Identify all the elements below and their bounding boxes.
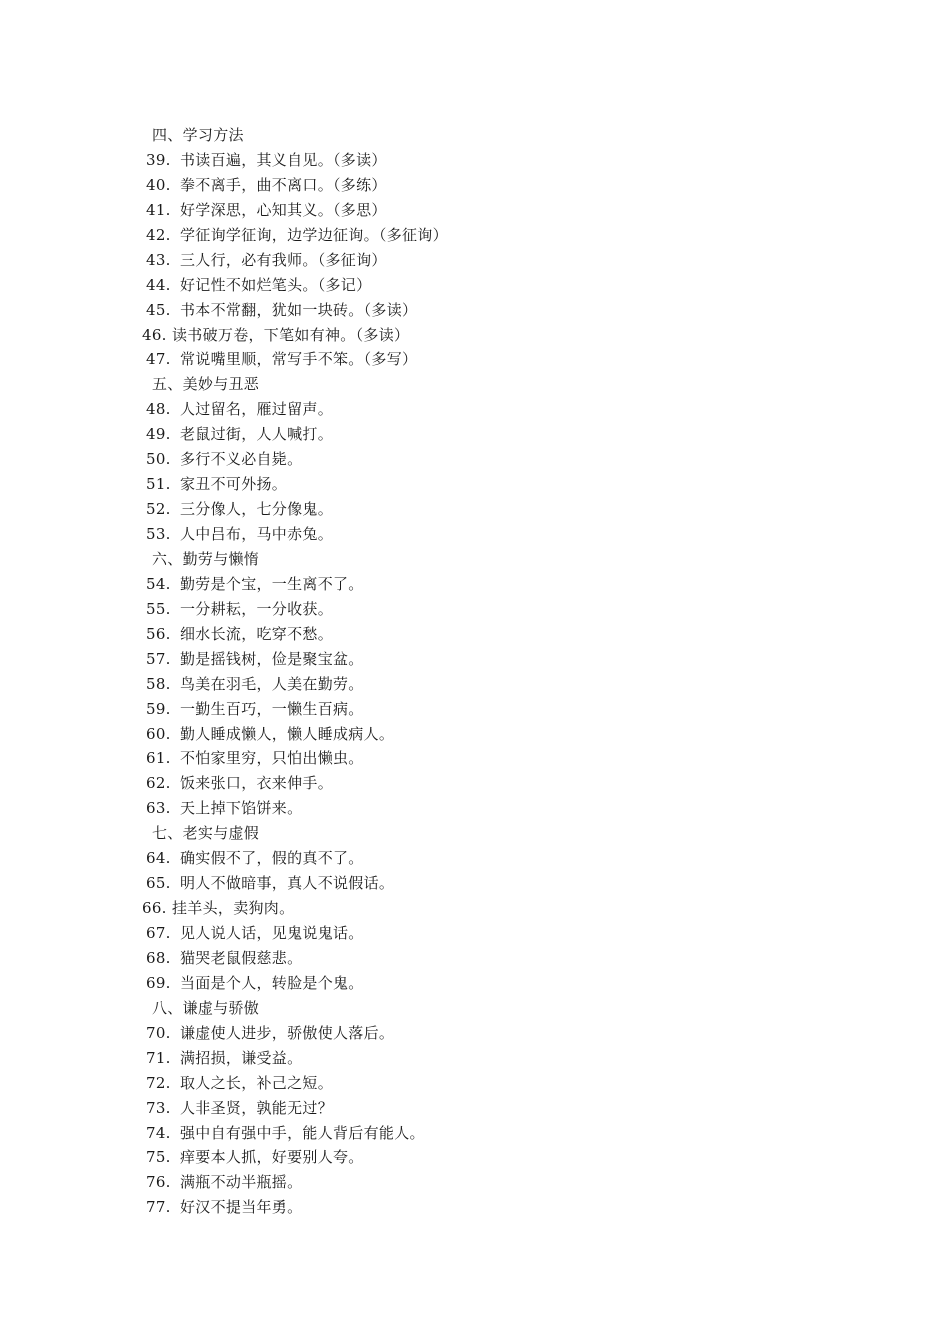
item-text: 拳不离手，曲不离口。（多练） xyxy=(180,175,387,194)
item-number: 50. xyxy=(146,450,171,469)
item-number: 41. xyxy=(146,200,171,219)
list-item xyxy=(146,497,846,522)
item-number: 62. xyxy=(146,774,171,793)
item-text: 老鼠过街，人人喊打。 xyxy=(180,425,334,444)
item-text: 好汉不提当年勇。 xyxy=(180,1198,303,1217)
proverb-list xyxy=(142,123,846,1220)
section-heading: 四、学习方法 xyxy=(152,126,244,144)
list-item xyxy=(146,971,846,996)
item-text: 确实假不了，假的真不了。 xyxy=(180,849,364,868)
list-item xyxy=(146,672,846,697)
item-text: 细水长流，吃穿不愁。 xyxy=(180,624,334,643)
item-number: 58. xyxy=(146,674,171,693)
item-number: 47. xyxy=(146,350,171,369)
list-item xyxy=(146,422,846,447)
list-item xyxy=(146,722,846,747)
item-number: 64. xyxy=(146,849,171,868)
item-number: 44. xyxy=(146,275,171,294)
item-text: 勤劳是个宝，一生离不了。 xyxy=(180,574,364,593)
list-item xyxy=(146,597,846,622)
list-item xyxy=(146,397,846,422)
list-item xyxy=(146,647,846,672)
list-item xyxy=(146,198,846,223)
item-text: 天上掉下馅饼来。 xyxy=(180,799,303,818)
section-heading: 六、勤劳与懒惰 xyxy=(152,549,260,568)
list-item xyxy=(146,1170,846,1195)
list-item xyxy=(146,447,846,472)
item-number: 70. xyxy=(146,1023,171,1042)
item-text: 三分像人，七分像鬼。 xyxy=(180,500,334,519)
list-item xyxy=(146,298,846,323)
section-heading: 八、谦虚与骄傲 xyxy=(152,998,260,1017)
item-text: 书本不常翻，犹如一块砖。（多读） xyxy=(180,300,418,319)
item-text: 多行不义必自毙。 xyxy=(180,450,303,469)
section-heading: 七、老实与虚假 xyxy=(152,824,260,843)
item-number: 42. xyxy=(146,225,171,244)
list-item xyxy=(146,771,846,796)
item-number: 60. xyxy=(146,724,171,743)
item-text: 当面是个人，转脸是个鬼。 xyxy=(180,973,364,992)
item-text: 满瓶不动半瓶摇。 xyxy=(180,1173,303,1192)
list-item xyxy=(142,896,846,921)
list-item xyxy=(146,1195,846,1220)
list-item xyxy=(146,173,846,198)
item-number: 57. xyxy=(146,649,171,668)
list-item xyxy=(146,846,846,871)
item-number: 40. xyxy=(146,175,171,194)
list-item xyxy=(146,946,846,971)
item-number: 73. xyxy=(146,1098,171,1117)
item-number: 54. xyxy=(146,574,171,593)
list-item xyxy=(146,223,846,248)
item-number: 53. xyxy=(146,525,171,543)
item-text: 痒要本人抓，好要别人夸。 xyxy=(180,1148,364,1167)
list-item xyxy=(146,248,846,273)
item-text: 鸟美在羽毛，人美在勤劳。 xyxy=(180,674,364,693)
list-item xyxy=(146,1021,846,1046)
item-text: 取人之长，补己之短。 xyxy=(180,1073,334,1092)
item-text: 读书破万卷，下笔如有神。（多读） xyxy=(172,325,410,344)
item-number: 46. xyxy=(142,325,167,344)
list-item xyxy=(146,796,846,821)
item-number: 68. xyxy=(146,948,171,967)
item-number: 43. xyxy=(146,250,171,269)
section-heading: 五、美妙与丑恶 xyxy=(152,375,260,394)
list-item xyxy=(146,746,846,771)
list-item xyxy=(146,1145,846,1170)
list-item xyxy=(146,148,846,173)
item-number: 63. xyxy=(146,799,171,818)
list-item xyxy=(146,273,846,298)
item-text: 饭来张口，衣来伸手。 xyxy=(180,774,334,793)
item-text: 人非圣贤，孰能无过？ xyxy=(180,1098,334,1117)
item-number: 76. xyxy=(146,1173,171,1192)
item-text: 见人说人话，见鬼说鬼话。 xyxy=(180,924,364,942)
list-item xyxy=(146,347,846,372)
item-text: 三人行，必有我师。（多征询） xyxy=(180,250,387,269)
item-number: 75. xyxy=(146,1148,171,1167)
item-text: 挂羊头，卖狗肉。 xyxy=(172,899,295,918)
list-item xyxy=(146,697,846,722)
item-text: 猫哭老鼠假慈悲。 xyxy=(180,948,303,967)
item-number: 55. xyxy=(146,599,171,618)
item-number: 56. xyxy=(146,624,171,643)
item-text: 谦虚使人进步，骄傲使人落后。 xyxy=(180,1023,395,1042)
item-number: 61. xyxy=(146,749,171,768)
item-number: 77. xyxy=(146,1198,171,1217)
item-text: 常说嘴里顺，常写手不笨。（多写） xyxy=(180,350,418,369)
list-item xyxy=(146,871,846,896)
item-text: 人中吕布，马中赤兔。 xyxy=(180,525,334,543)
item-number: 71. xyxy=(146,1048,171,1067)
list-item xyxy=(146,572,846,597)
list-item xyxy=(146,1121,846,1146)
item-text: 勤是摇钱树，俭是聚宝盆。 xyxy=(180,649,364,668)
item-number: 39. xyxy=(146,150,171,169)
list-item xyxy=(146,1046,846,1071)
item-number: 67. xyxy=(146,924,171,942)
item-text: 满招损，谦受益。 xyxy=(180,1048,303,1067)
item-number: 66. xyxy=(142,899,167,918)
list-item xyxy=(146,921,846,946)
item-text: 家丑不可外扬。 xyxy=(180,475,288,494)
list-item xyxy=(146,1071,846,1096)
item-text: 明人不做暗事，真人不说假话。 xyxy=(180,874,395,893)
item-text: 不怕家里穷，只怕出懒虫。 xyxy=(180,749,364,768)
item-text: 书读百遍，其义自见。（多读） xyxy=(180,150,387,169)
item-number: 51. xyxy=(146,475,171,494)
item-number: 69. xyxy=(146,973,171,992)
list-item xyxy=(146,1096,846,1121)
item-text: 人过留名，雁过留声。 xyxy=(180,400,334,419)
item-number: 59. xyxy=(146,699,171,718)
item-number: 74. xyxy=(146,1123,171,1142)
item-number: 49. xyxy=(146,425,171,444)
item-number: 72. xyxy=(146,1073,171,1092)
list-item xyxy=(142,323,846,348)
list-item xyxy=(146,472,846,497)
list-item xyxy=(146,522,846,547)
item-number: 45. xyxy=(146,300,171,319)
item-text: 学征询学征询，边学边征询。（多征询） xyxy=(180,225,448,244)
item-text: 一分耕耘，一分收获。 xyxy=(180,599,334,618)
item-number: 52. xyxy=(146,500,171,519)
item-text: 好记性不如烂笔头。（多记） xyxy=(180,275,372,294)
list-item xyxy=(146,622,846,647)
item-text: 好学深思，心知其义。（多思） xyxy=(180,200,387,219)
item-text: 勤人睡成懒人，懒人睡成病人。 xyxy=(180,724,395,743)
item-text: 一勤生百巧，一懒生百病。 xyxy=(180,699,364,718)
item-text: 强中自有强中手，能人背后有能人。 xyxy=(180,1123,425,1142)
item-number: 48. xyxy=(146,400,171,419)
item-number: 65. xyxy=(146,874,171,893)
